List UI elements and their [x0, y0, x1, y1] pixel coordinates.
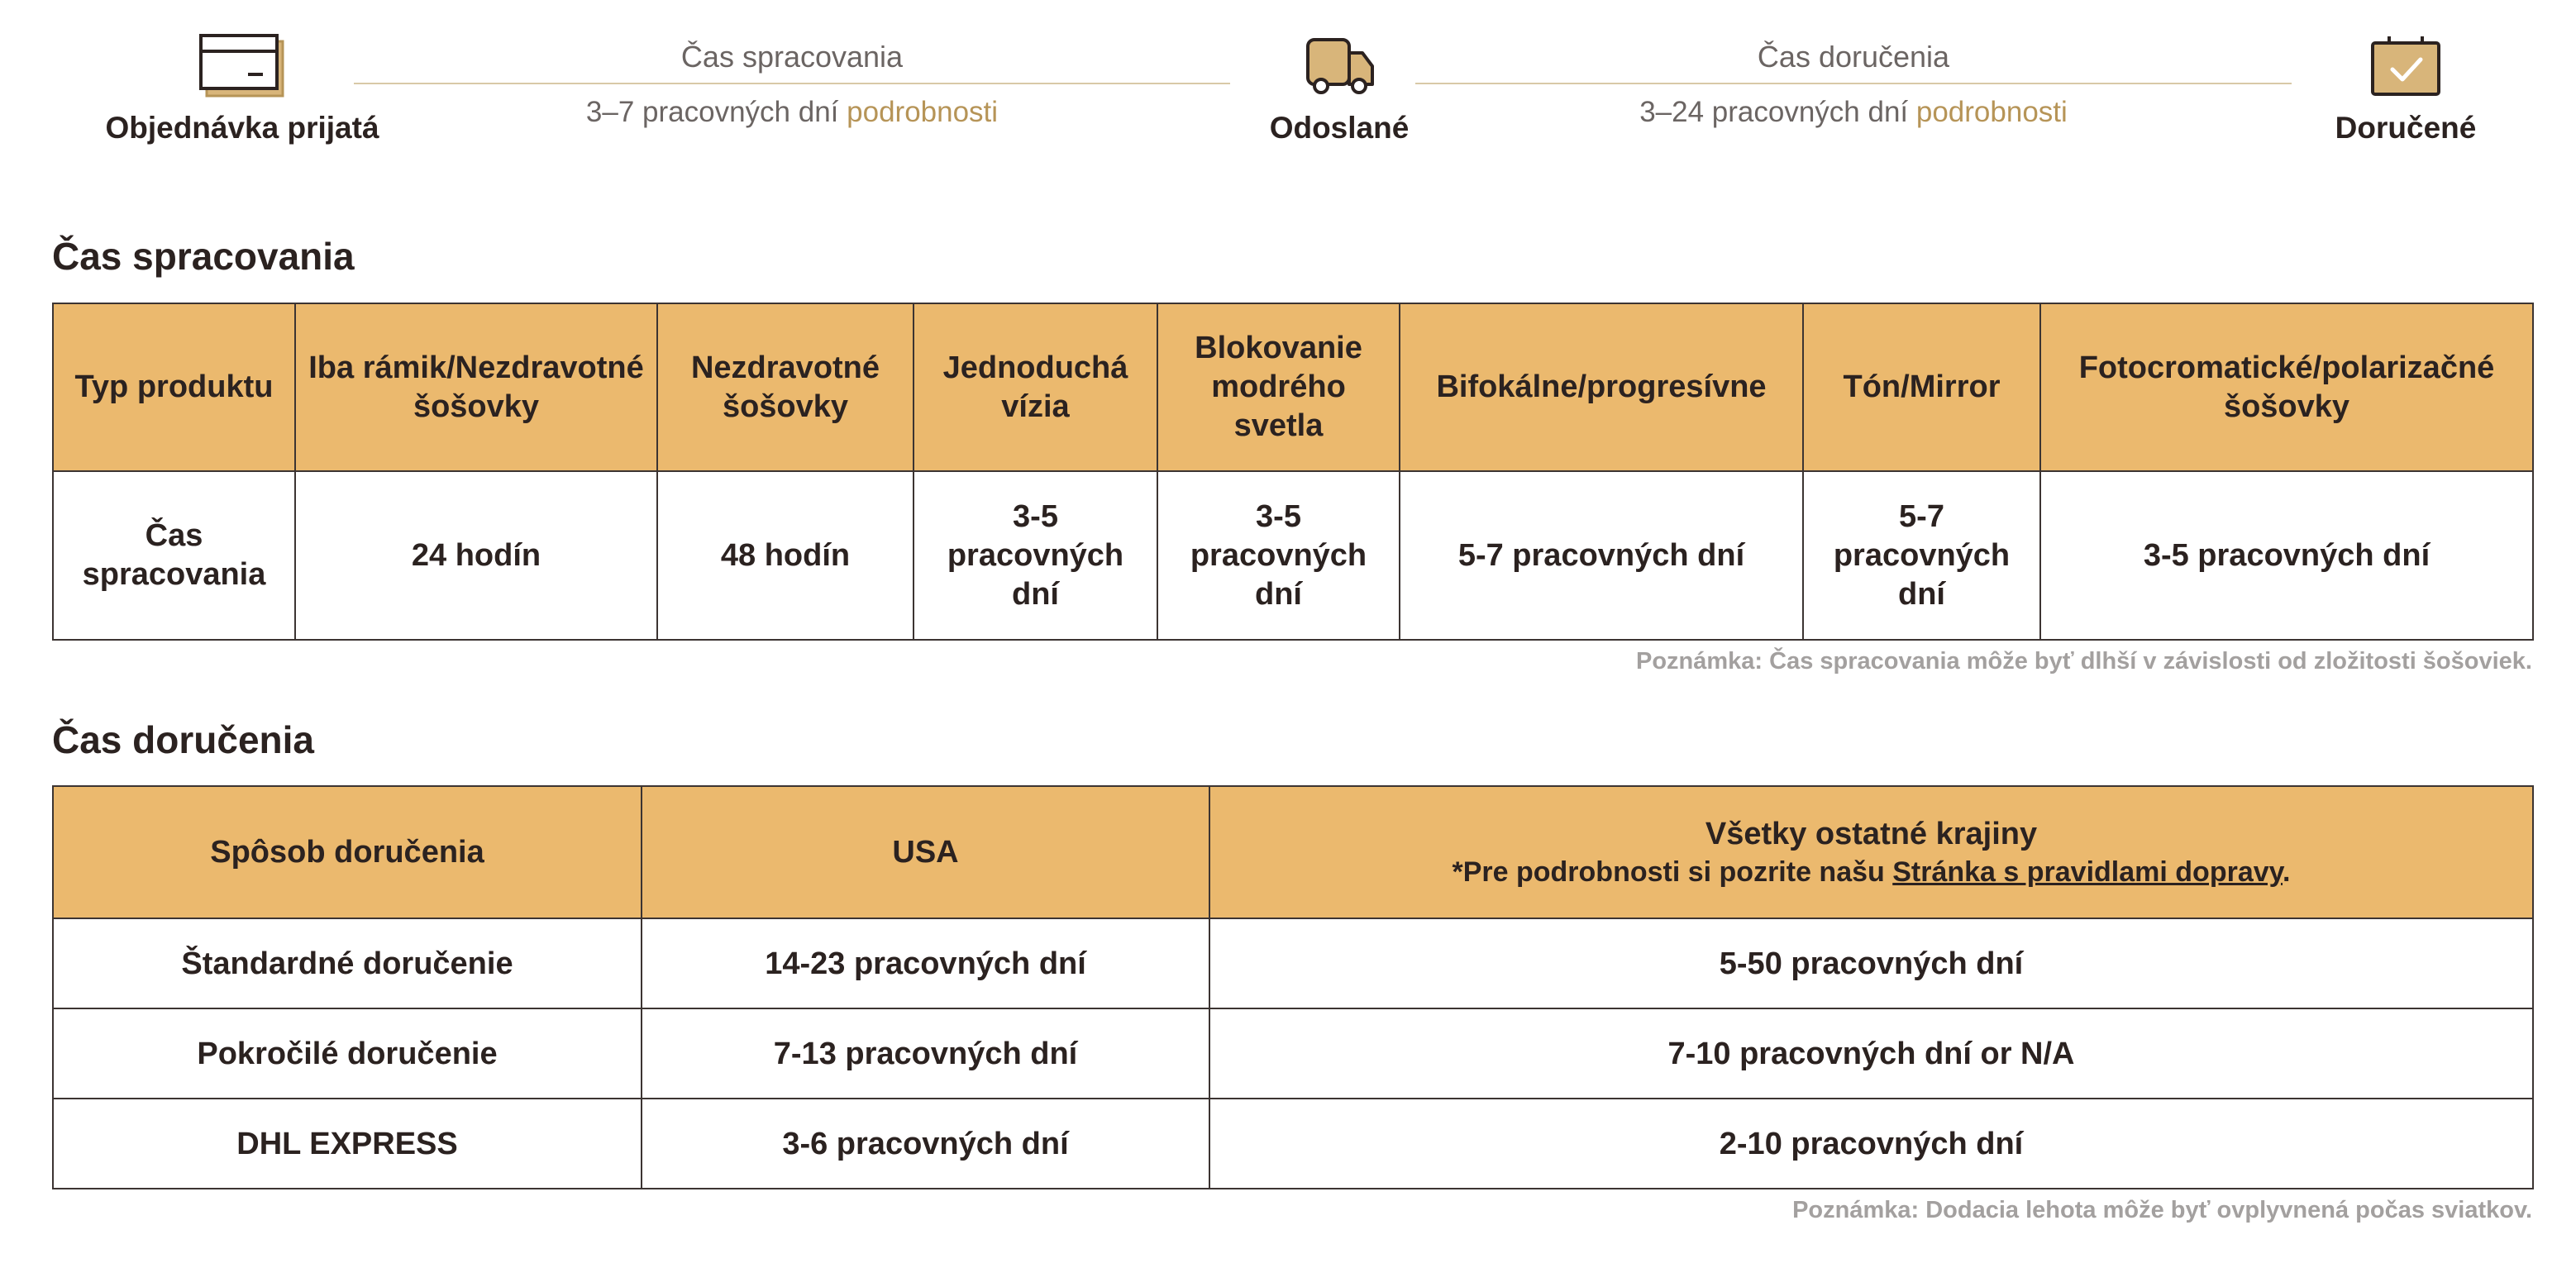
timeline-segment-processing: [354, 40, 1230, 129]
table-header-row: [53, 786, 2533, 918]
segment-range-processing: [354, 96, 1230, 129]
segment-title-processing: Čas spracovania: [680, 40, 904, 74]
header-blue-light: Blokovanie modrého svetla: [1157, 303, 1400, 471]
cell-other: 5-50 pracovných dní: [1209, 918, 2533, 1008]
table-row: [53, 471, 2533, 640]
delivery-time-table: [52, 785, 2534, 1189]
cell-row-label: Čas spracovania: [53, 471, 295, 640]
cell-other: 7-10 pracovných dní or N/A: [1209, 1008, 2533, 1099]
cell-blue-light: 3-5 pracovných dní: [1157, 471, 1400, 640]
segment-divider: [354, 83, 1230, 84]
header-delivery-method: Spôsob doručenia: [53, 786, 642, 918]
delivery-truck-icon: [1301, 33, 1377, 99]
cell-other: 2-10 pracovných dní: [1209, 1099, 2533, 1189]
delivery-note: Poznámka: Dodacia lehota môže byť ovplyvnená počas sviatkov.: [1792, 1197, 2532, 1223]
processing-range-text: 3–7 pracovných dní: [585, 96, 839, 128]
header-usa: USA: [642, 786, 1209, 918]
delivery-range-text: 3–24 pracovných dní: [1639, 96, 1909, 128]
timeline-segment-delivery: [1415, 40, 2292, 129]
calendar-check-icon: [2368, 33, 2444, 99]
subtitle-prefix: *Pre podrobnosti si pozrite našu: [1452, 856, 1893, 888]
shipping-policy-link[interactable]: Stránka s pravidlami dopravy: [1892, 856, 2283, 888]
subtitle-suffix: .: [2283, 856, 2291, 888]
cell-frame-only: 24 hodín: [295, 471, 657, 640]
delivery-details-link[interactable]: podrobnosti: [1915, 96, 2068, 128]
segment-divider: [1415, 83, 2292, 84]
header-frame-only: Iba rámik/Nezdravotné šošovky: [295, 303, 657, 471]
cell-method: Štandardné doručenie: [53, 918, 642, 1008]
processing-section-title: Čas spracovania: [52, 235, 355, 278]
header-single-vision: Jednoduchá vízia: [914, 303, 1157, 471]
order-timeline: [0, 0, 2576, 182]
timeline-label-received: Objednávka prijatá: [105, 111, 379, 145]
timeline-step-delivered: [2282, 33, 2530, 145]
table-header-row: [53, 303, 2533, 471]
cell-bifocal: 5-7 pracovných dní: [1400, 471, 1803, 640]
cell-method: DHL EXPRESS: [53, 1099, 642, 1189]
cell-usa: 3-6 pracovných dní: [642, 1099, 1209, 1189]
timeline-label-shipped: Odoslané: [1269, 111, 1410, 145]
segment-range-delivery: [1415, 96, 2292, 129]
header-photochromic: Fotocromatické/polarizačné šošovky: [2040, 303, 2533, 471]
cell-method: Pokročilé doručenie: [53, 1008, 642, 1099]
cell-non-prescription: 48 hodín: [657, 471, 914, 640]
header-non-prescription: Nezdravotné šošovky: [657, 303, 914, 471]
delivery-section-title: Čas doručenia: [52, 718, 314, 761]
credit-card-icon: [198, 33, 286, 99]
table-row: [53, 918, 2533, 1008]
cell-photochromic: 3-5 pracovných dní: [2040, 471, 2533, 640]
cell-tint-mirror: 5-7 pracovných dní: [1803, 471, 2040, 640]
processing-time-table: [52, 303, 2534, 641]
processing-note: Poznámka: Čas spracovania môže byť dlhší v závislosti od zložitosti šošoviek.: [1635, 648, 2532, 675]
header-other-title: Všetky ostatné krajiny: [1705, 817, 2038, 851]
cell-usa: 14-23 pracovných dní: [642, 918, 1209, 1008]
segment-title-delivery: Čas doručenia: [1757, 40, 1950, 74]
header-other-subtitle: [1211, 854, 2531, 890]
header-tint-mirror: Tón/Mirror: [1803, 303, 2040, 471]
timeline-label-delivered: Doručené: [2335, 111, 2477, 145]
processing-details-link[interactable]: podrobnosti: [847, 96, 999, 128]
cell-usa: 7-13 pracovných dní: [642, 1008, 1209, 1099]
table-row: [53, 1008, 2533, 1099]
table-row: [53, 1099, 2533, 1189]
header-product-type: Typ produktu: [53, 303, 295, 471]
cell-single-vision: 3-5 pracovných dní: [914, 471, 1157, 640]
header-other-countries: [1209, 786, 2533, 918]
header-bifocal: Bifokálne/progresívne: [1400, 303, 1803, 471]
